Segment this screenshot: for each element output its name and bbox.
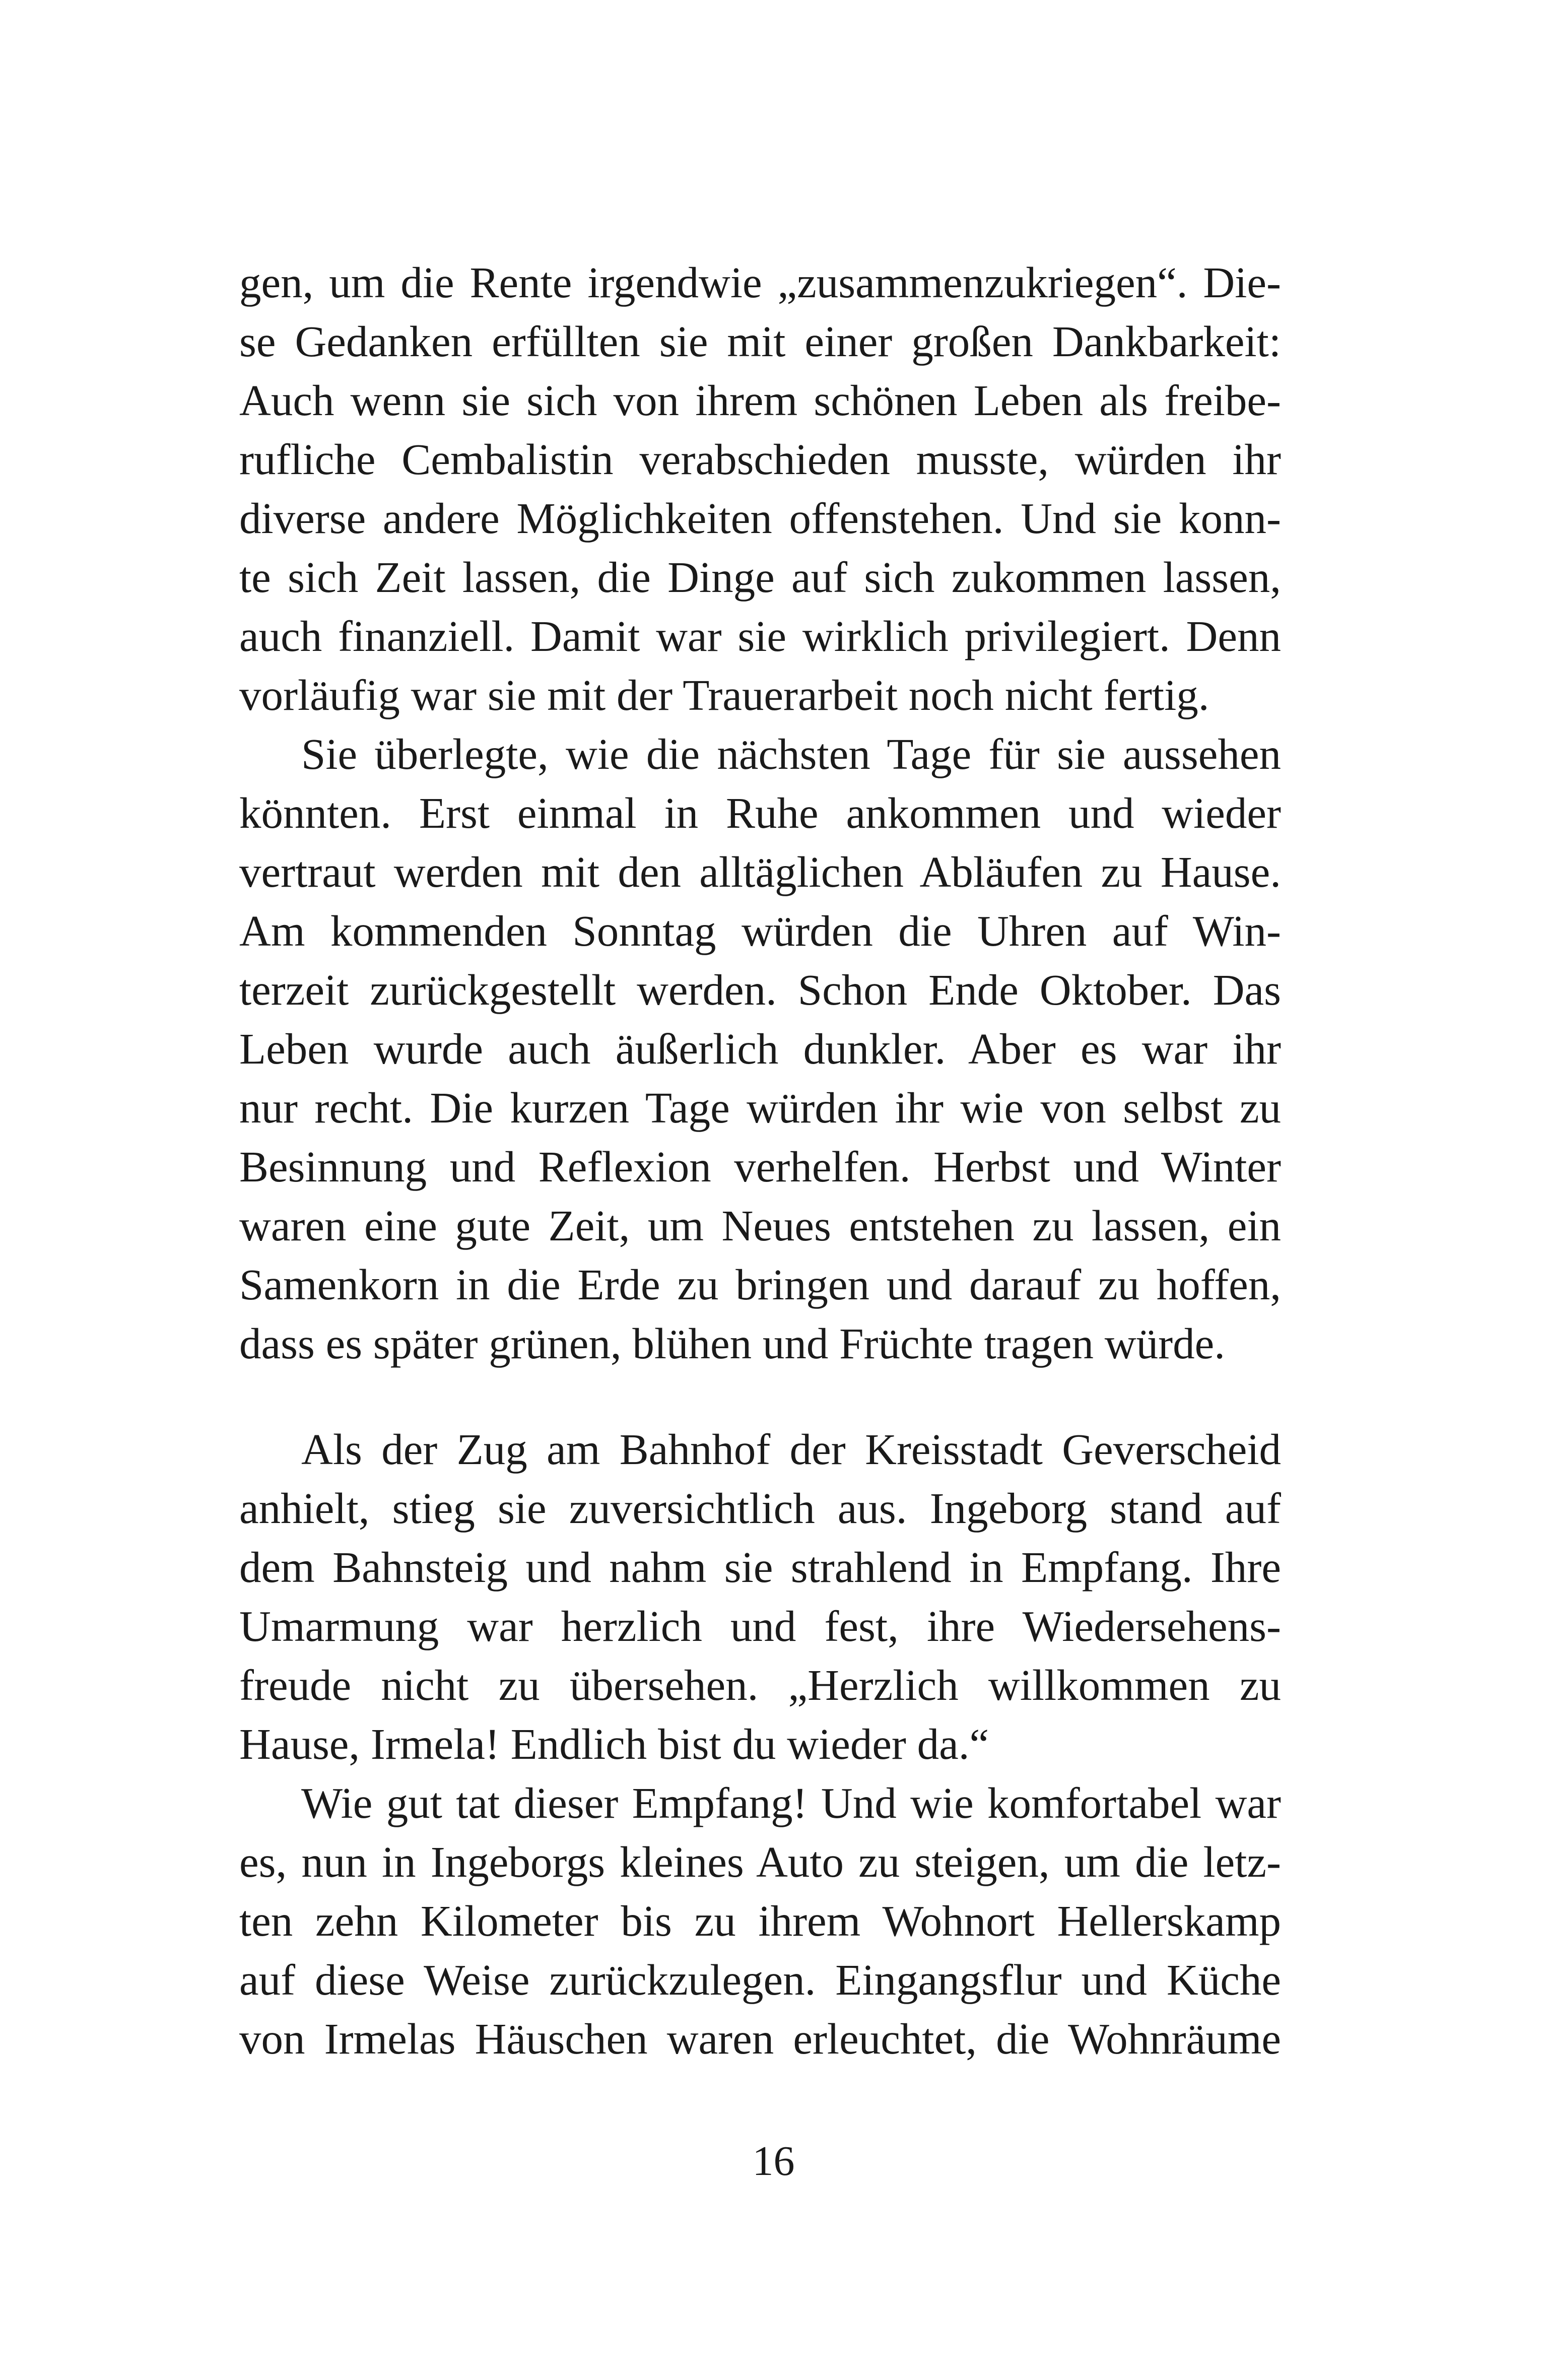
text-section-1 — [239, 253, 1281, 1373]
paragraph — [239, 724, 1281, 1373]
text-line: Als der Zug am Bahnhof der Kreisstadt Geverscheid — [301, 1425, 1281, 1474]
text-line: Hause, Irmela! Endlich bist du wieder da.“ — [239, 1720, 989, 1768]
text-line: Wie gut tat dieser Empfang! Und wie komfortabel war — [301, 1778, 1281, 1827]
text-section-2 — [239, 1420, 1281, 2068]
text-line: Leben wurde auch äußerlich dunkler. Aber es war ihr — [239, 1024, 1281, 1073]
text-line: Am kommenden Sonntag würden die Uhren auf Win- — [239, 906, 1281, 955]
text-line: diverse andere Möglichkeiten offenstehen. Und sie konn- — [239, 494, 1281, 543]
page-number: 16 — [752, 2138, 795, 2185]
text-line: von Irmelas Häuschen waren erleuchtet, die Wohnräume — [239, 2014, 1281, 2063]
paragraph — [239, 1773, 1281, 2068]
text-line: rufliche Cembalistin verabschieden musste, würden ihr — [239, 435, 1281, 484]
text-line: nur recht. Die kurzen Tage würden ihr wie von selbst zu — [239, 1083, 1281, 1132]
text-line: dass es später grünen, blühen und Früchte tragen würde. — [239, 1319, 1225, 1368]
text-line: es, nun in Ingeborgs kleines Auto zu steigen, um die letz- — [239, 1837, 1281, 1886]
text-line: ten zehn Kilometer bis zu ihrem Wohnort Hellerskamp — [239, 1896, 1281, 1945]
text-line: dem Bahnsteig und nahm sie strahlend in Empfang. Ihre — [239, 1543, 1281, 1592]
text-line: terzeit zurückgestellt werden. Schon Ende Oktober. Das — [239, 965, 1281, 1014]
text-line: auch finanziell. Damit war sie wirklich privilegiert. Denn — [239, 612, 1281, 660]
text-line: gen, um die Rente irgendwie „zusammenzukriegen“. Die- — [239, 258, 1281, 307]
text-line: Sie überlegte, wie die nächsten Tage für sie aussehen — [301, 730, 1281, 778]
text-line: Samenkorn in die Erde zu bringen und darauf zu hoffen, — [239, 1260, 1281, 1309]
text-line: waren eine gute Zeit, um Neues entstehen zu lassen, ein — [239, 1201, 1281, 1250]
paragraph — [239, 1420, 1281, 1773]
text-line: vertraut werden mit den alltäglichen Abläufen zu Hause. — [239, 847, 1281, 896]
text-line: Umarmung war herzlich und fest, ihre Wiedersehens- — [239, 1602, 1281, 1650]
text-line: Besinnung und Reflexion verhelfen. Herbst und Winter — [239, 1142, 1281, 1191]
text-line: te sich Zeit lassen, die Dinge auf sich zukommen lassen, — [239, 553, 1281, 602]
text-line: se Gedanken erfüllten sie mit einer großen Dankbarkeit: — [239, 317, 1281, 366]
text-line: könnten. Erst einmal in Ruhe ankommen und wieder — [239, 788, 1281, 837]
text-line: vorläufig war sie mit der Trauerarbeit noch nicht fertig. — [239, 671, 1209, 719]
text-line: Auch wenn sie sich von ihrem schönen Leben als freibe- — [239, 376, 1281, 425]
text-line: auf diese Weise zurückzulegen. Eingangsflur und Küche — [239, 1955, 1281, 2004]
paragraph — [239, 253, 1281, 724]
text-line: freude nicht zu übersehen. „Herzlich willkommen zu — [239, 1661, 1281, 1709]
text-line: anhielt, stieg sie zuversichtlich aus. Ingeborg stand auf — [239, 1484, 1281, 1533]
